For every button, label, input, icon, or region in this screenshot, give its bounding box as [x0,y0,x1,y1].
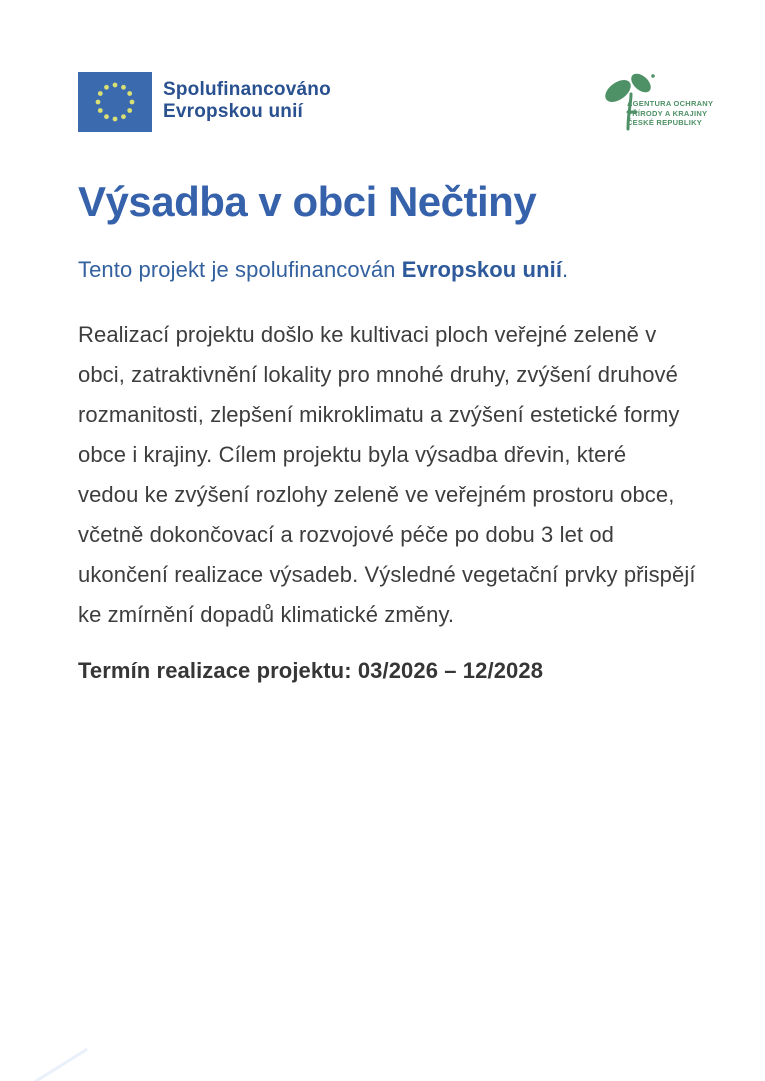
header [78,72,727,136]
aopk-logo [599,66,727,132]
body-line: rozmanitosti, zlepšení mikroklimatu a zvýšení estetické formy [78,402,680,427]
eu-cofunded-logo [78,72,331,132]
aopk-label-line3: ČESKÉ REPUBLIKY [627,118,703,127]
body-line: obci, zatraktivnění lokality pro mnohé druhy, zvýšení druhové [78,362,678,387]
body-line: Realizací projektu došlo ke kultivaci ploch veřejné zeleně v [78,322,657,347]
subtitle-suffix: . [562,257,569,282]
subtitle-prefix: Tento projekt je spolufinancován [78,257,402,282]
body-line: včetně dokončovací a rozvojové péče po dobu 3 let od [78,522,615,547]
content-area [78,72,727,684]
eu-cofunded-label [163,72,331,123]
aopk-label-line1: AGENTURA OCHRANY [627,99,714,108]
body-paragraph [78,315,727,635]
body-line: obce i krajiny. Cílem projektu byla výsadba dřevin, které [78,442,627,467]
project-term: Termín realizace projektu: 03/2026 – 12/2028 [78,658,544,683]
page-title: Výsadba v obci Nečtiny [78,178,537,225]
subtitle [78,257,727,283]
eu-flag-icon [78,72,152,132]
eu-label-line2: Evropskou unií [163,101,304,122]
aopk-label-line2: PŘÍRODY A KRAJINY [627,108,708,118]
subtitle-bold: Evropskou unií [401,257,563,282]
body-line: ke zmírnění dopadů klimatické změny. [78,602,455,627]
aopk-label [627,99,713,128]
eu-label-line1: Spolufinancováno [163,79,331,100]
body-line: vedou ke zvýšení rozlohy zeleně ve veřejném prostoru obce, [78,482,675,507]
scan-artifact [34,1048,88,1081]
body-line: ukončení realizace výsadeb. Výsledné vegetační prvky přispějí [78,562,696,587]
